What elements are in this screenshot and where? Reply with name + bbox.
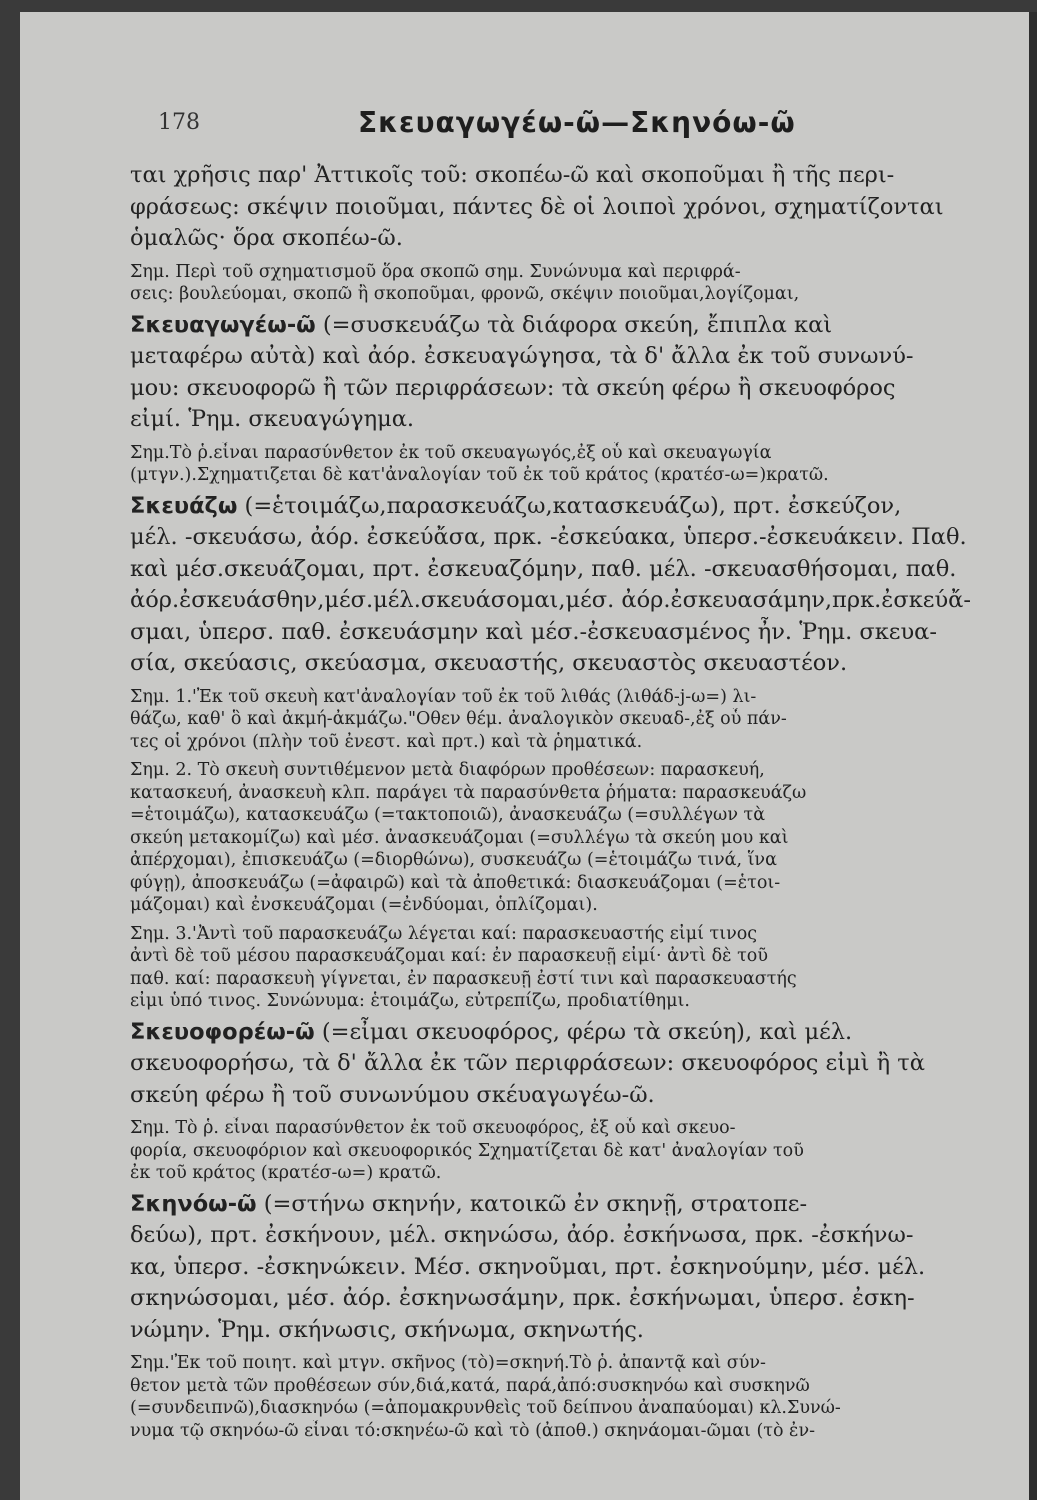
text-line: μέλ. -σκευάσω, ἀόρ. ἐσκεύἄσα, πρκ. -ἐσκεύακα, ὑπερσ.-ἐσκευάκειν. Παθ.	[130, 524, 967, 550]
headword: Σκευάζω	[130, 492, 238, 519]
note-block	[130, 923, 1037, 1013]
text-line: ἀντὶ δὲ τοῦ μέσου παρασκευάζομαι καί: ἐν παρασκευῇ εἰμί· ἀντὶ δὲ τοῦ	[130, 946, 768, 966]
text-line: μεταφέρω αὐτὰ) καὶ ἀόρ. ἐσκευαγώγησα, τὰ δ' ἄλλα ἐκ τοῦ συνωνύ-	[130, 343, 914, 369]
text-line: καὶ μέσ.σκευάζομαι, πρτ. ἐσκευαζόμην, παθ. μέλ. -σκευασθήσομαι, παθ.	[130, 555, 957, 582]
book-page	[20, 12, 1037, 1500]
note-block	[130, 261, 1037, 306]
dictionary-entry	[130, 1189, 1037, 1347]
text-line: σία, σκεύασις, σκεύασμα, σκευαστής, σκευαστὸς σκευαστέον.	[130, 650, 848, 676]
text-line: (=συνδειπνῶ),διασκηνόω (=ἀπομακρυνθεὶς τοῦ δείπνου ἀναπαύομαι) κλ.Συνώ-	[130, 1398, 841, 1418]
text-line: φύγῃ), ἀποσκευάζω (=ἀφαιρῶ) καὶ τὰ ἀποθετικά: διασκευάζομαι (=ἑτοι-	[130, 872, 781, 893]
dictionary-text	[130, 160, 1037, 1442]
text-line: Σημ.'Ἐκ τοῦ ποιητ. καὶ μτγν. σκῆνος (τὸ)=σκηνή.Τὸ ῥ. ἀπαντᾷ καὶ σύν-	[130, 1353, 766, 1373]
note-block	[130, 759, 1037, 917]
text-line: φράσεως: σκέψιν ποιοῦμαι, πάντες δὲ οἱ λοιποὶ χρόνοι, σχηματίζονται	[130, 193, 944, 220]
text-line: ται χρῆσις παρ' Ἀττικοῖς τοῦ: σκοπέω-ῶ καὶ σκοποῦμαι ἢ τῆς περι-	[130, 162, 895, 188]
text-line: Σημ. Τὸ ῥ. εἶναι παρασύνθετον ἐκ τοῦ σκευοφόρος, ἐξ οὗ καὶ σκευο-	[130, 1118, 736, 1138]
text-line: νυμα τῷ σκηνόω-ῶ εἶναι τό:σκηνέω-ῶ καὶ τὸ (ἀποθ.) σκηνάομαι-ῶμαι (τὸ ἐν-	[130, 1420, 816, 1441]
text-line: εἰμί. Ῥημ. σκευαγώγημα.	[130, 406, 415, 432]
text-line: μάζομαι) καὶ ἐνσκευάζομαι (=ἐνδύομαι, ὁπλίζομαι).	[130, 895, 598, 915]
text-line: ἐκ τοῦ κράτος (κρατέσ-ω=) κρατῶ.	[130, 1163, 442, 1183]
note-block	[130, 686, 1037, 754]
note-block	[130, 1117, 1037, 1185]
text-line: σκηνώσομαι, μέσ. ἀόρ. ἐσκηνωσάμην, πρκ. ἐσκήνωμαι, ὑπερσ. ἐσκη-	[130, 1285, 915, 1311]
entry-definition: (=εἶμαι σκευοφόρος, φέρω τὰ σκεύη), καὶ μέλ.	[314, 1018, 853, 1045]
note-block	[130, 442, 1037, 487]
text-line: σκεύη μετακομίζω) καὶ μέσ. ἀνασκευάζομαι (=συλλέγω τὰ σκεύη μου καὶ	[130, 827, 789, 848]
text-line: Σημ.Τὸ ῥ.εἶναι παρασύνθετον ἐκ τοῦ σκευαγωγός,ἐξ οὗ καὶ σκευαγωγία	[130, 442, 772, 463]
dictionary-entry	[130, 310, 1037, 436]
text-line: κα, ὑπερσ. -ἐσκηνώκειν. Μέσ. σκηνοῦμαι, πρτ. ἐσκηνούμην, μέσ. μέλ.	[130, 1253, 926, 1280]
text-line: φορία, σκευοφόριον καὶ σκευοφορικός Σχηματίζεται δὲ κατ' ἀναλογίαν τοῦ	[130, 1140, 804, 1161]
continued-text	[130, 160, 1037, 255]
text-line: σεις: βουλεύομαι, σκοπῶ ἢ σκοποῦμαι, φρονῶ, σκέψιν ποιοῦμαι,λογίζομαι,	[130, 284, 800, 304]
dictionary-entry	[130, 1017, 1037, 1112]
text-line: σκευοφορήσω, τὰ δ' ἄλλα ἐκ τῶν περιφράσεων: σκευοφόρος εἰμὶ ἢ τὰ	[130, 1050, 925, 1076]
text-line: παθ. καί: παρασκευὴ γίγνεται, ἐν παρασκευῇ ἐστί τινι καὶ παρασκευαστής	[130, 968, 797, 989]
text-line: εἰμι ὑπό τινος. Συνώνυμα: ἑτοιμάζω, εὐτρεπίζω, προδιατίθημι.	[130, 991, 690, 1011]
text-line: Σημ. 1.'Ἐκ τοῦ σκευὴ κατ'ἀναλογίαν τοῦ ἐκ τοῦ λιθάς (λιθάδ-j-ω=) λι-	[130, 686, 757, 707]
entry-definition: (=στήνω σκηνήν, κατοικῶ ἐν σκηνῇ, στρατοπε-	[256, 1190, 808, 1217]
text-line: ἀόρ.ἐσκευάσθην,μέσ.μέλ.σκευάσομαι,μέσ. ἀόρ.ἐσκευασάμην,πρκ.ἐσκεύἄ-	[130, 587, 971, 613]
dictionary-entry	[130, 491, 1037, 680]
headword: Σκηνόω-ῶ	[130, 1190, 257, 1217]
running-title: Σκευαγωγέω-ῶ—Σκηνόω-ῶ	[358, 106, 796, 139]
text-line: τες οἱ χρόνοι (πλὴν τοῦ ἐνεστ. καὶ πρτ.) καὶ τὰ ῥηματικά.	[130, 731, 643, 752]
entry-first-line	[130, 1017, 1037, 1049]
note-block	[130, 1352, 1037, 1442]
page-header	[158, 106, 1037, 146]
entry-definition: (=ἑτοιμάζω,παρασκευάζω,κατασκευάζω), πρτ. ἐσκεύζον,	[237, 492, 902, 519]
entry-first-line	[130, 1189, 1037, 1221]
text-line: ὁμαλῶς· ὅρα σκοπέω-ῶ.	[130, 225, 403, 251]
text-line: Σημ. 3.'Ἀντὶ τοῦ παρασκευάζω λέγεται καί: παρασκευαστής εἰμί τινος	[130, 923, 758, 944]
entry-first-line	[130, 491, 1037, 523]
text-line: νώμην. Ῥημ. σκήνωσις, σκήνωμα, σκηνωτής.	[130, 1316, 644, 1343]
headword: Σκευαγωγέω-ῶ	[130, 311, 316, 338]
text-line: Σημ. Περὶ τοῦ σχηματισμοῦ ὅρα σκοπῶ σημ. Συνώνυμα καὶ περιφρά-	[130, 261, 741, 282]
text-line: Σημ. 2. Τὸ σκευὴ συντιθέμενον μετὰ διαφόρων προθέσεων: παρασκευή,	[130, 760, 765, 780]
text-line: σκεύη φέρω ἢ τοῦ συνωνύμου σκέυαγωγέω-ῶ.	[130, 1081, 655, 1108]
text-line: =ἑτοιμάζω), κατασκευάζω (=τακτοποιῶ), ἀνασκευάζω (=συλλέγων τὰ	[130, 805, 766, 825]
entry-definition: (=συσκευάζω τὰ διάφορα σκεύη, ἔπιπλα καὶ	[315, 311, 833, 338]
text-line: θάζω, καθ' ὃ καὶ ἀκμή-ἀκμάζω."Οθεν θέμ. ἀναλογικὸν σκευαδ-,ἐξ οὗ πάν-	[130, 709, 787, 729]
text-line: θετον μετὰ τῶν προθέσεων σύν,διά,κατά, παρά,ἀπό:συσκηνόω καὶ συσκηνῶ	[130, 1375, 810, 1396]
text-line: (μτγν.).Σχηματιζεται δὲ κατ'ἀναλογίαν τοῦ ἐκ τοῦ κράτος (κρατέσ-ω=)κρατῶ.	[130, 465, 829, 485]
page-number: 178	[158, 110, 200, 135]
text-line: ἀπέρχομαι), ἐπισκευάζω (=διορθώνω), συσκευάζω (=ἑτοιμάζω τινά, ἵνα	[130, 850, 777, 870]
headword: Σκευοφορέω-ῶ	[130, 1018, 315, 1045]
text-line: μου: σκευοφορῶ ἢ τῶν περιφράσεων: τὰ σκεύη φέρω ἢ σκευοφόρος	[130, 374, 896, 401]
text-line: σμαι, ὑπερσ. παθ. ἐσκευάσμην καὶ μέσ.-ἐσκευασμένος ἦν. Ῥημ. σκευα-	[130, 618, 937, 645]
entry-first-line	[130, 310, 1037, 342]
text-line: κατασκευή, ἀνασκευὴ κλπ. παράγει τὰ παρασύνθετα ῥήματα: παρασκευάζω	[130, 782, 807, 803]
text-line: δεύω), πρτ. ἐσκήνουν, μέλ. σκηνώσω, ἀόρ. ἐσκήνωσα, πρκ. -ἐσκήνω-	[130, 1222, 914, 1248]
